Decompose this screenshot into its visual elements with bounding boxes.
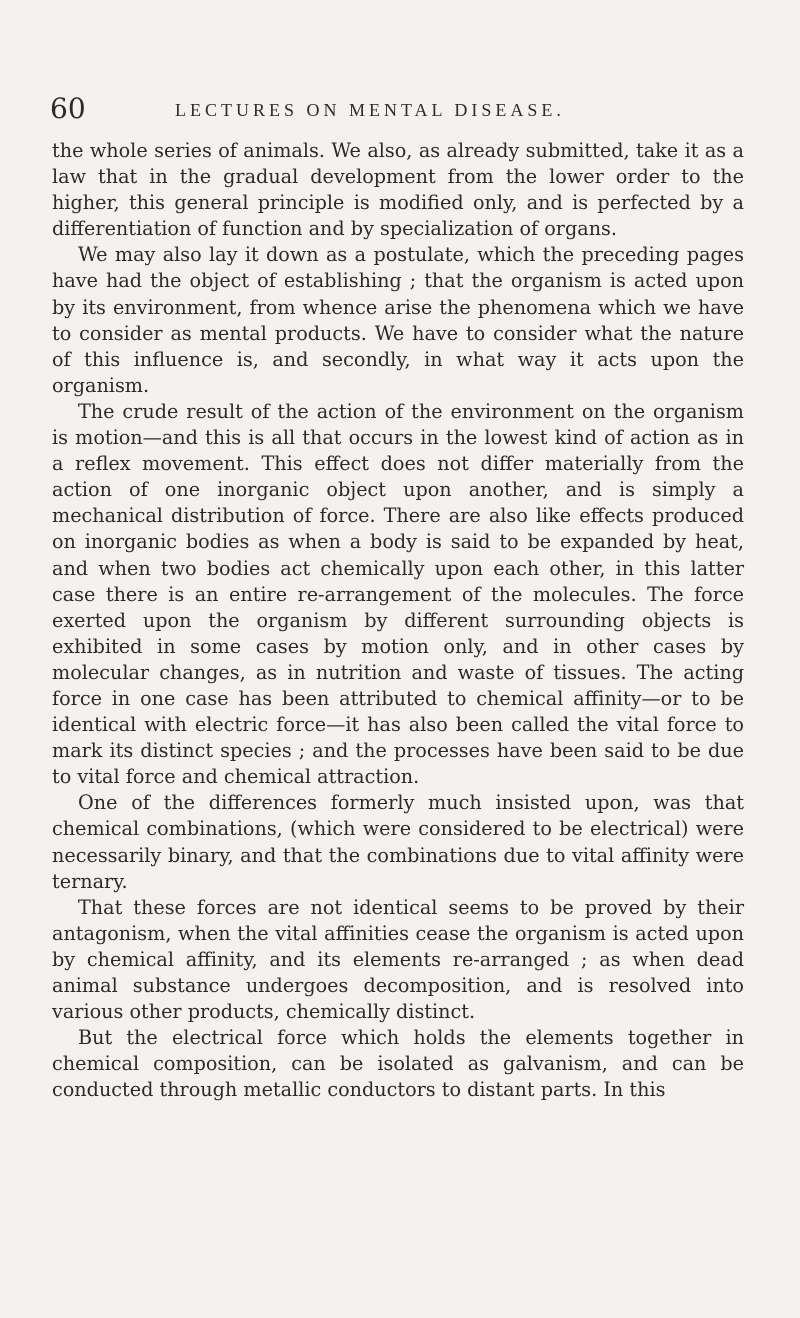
paragraph-electrical-force: But the electrical force which holds the elements together in chemical composition, can be isolated as galvanism, and can be conducted through metallic conductors to distant parts. In this — [52, 1026, 744, 1102]
page-header — [50, 92, 750, 132]
page-number: 60 — [50, 92, 86, 125]
paragraph-differences: One of the differences formerly much insisted upon, was that chemical combinations, (which were considered to be electrical) were necessarily binary, and that the combinations due to vital affinity were ternary. — [52, 791, 744, 893]
paragraph-postulate: We may also lay it down as a postulate, which the preceding pages have had the object of establishing ; that the organism is acted upon by its environment, from whence arise the phenomena which we have to consider as mental products. We have to consider what the nature of this influence is, and secondly, in what way it acts upon the organism. — [52, 243, 744, 397]
paragraph-continuation: the whole series of animals. We also, as already submitted, take it as a law that in the gradual development from the lower order to the higher, this general principle is modified only, and is perfected by a differentiation of function and by specialization of organs. — [52, 139, 744, 241]
running-head: LECTURES ON MENTAL DISEASE. — [175, 100, 565, 120]
paragraph-crude-result: The crude result of the action of the environment on the organism is motion—and this is all that occurs in the lowest kind of action as in a reflex movement. This effect does not differ materially from the action of one inorganic object upon another, and is simply a mechanical distribution of force. There are also like effects produced on inorganic bodies as when a body is said to be expanded by heat, and when two bodies act chemically upon each other, in this latter case there is an entire re-arrangement of the molecules. The force exerted upon the organism by different surrounding objects is exhibited in some cases by motion only, and in other cases by molecular changes, as in nutrition and waste of tissues. The acting force in one case has been attributed to chemical affinity—or to be identical with electric force—it has also been called the vital force to mark its distinct species ; and the processes have been said to be due to vital force and chemical attraction. — [52, 399, 744, 789]
body-text — [52, 138, 744, 1103]
paragraph-antagonism: That these forces are not identical seems to be proved by their antagonism, when the vital affinities cease the organism is acted upon by chemical affinity, and its elements re-arranged ; as when dead animal substance undergoes decomposition, and is resolved into various other products, chemically distinct. — [52, 895, 744, 1024]
